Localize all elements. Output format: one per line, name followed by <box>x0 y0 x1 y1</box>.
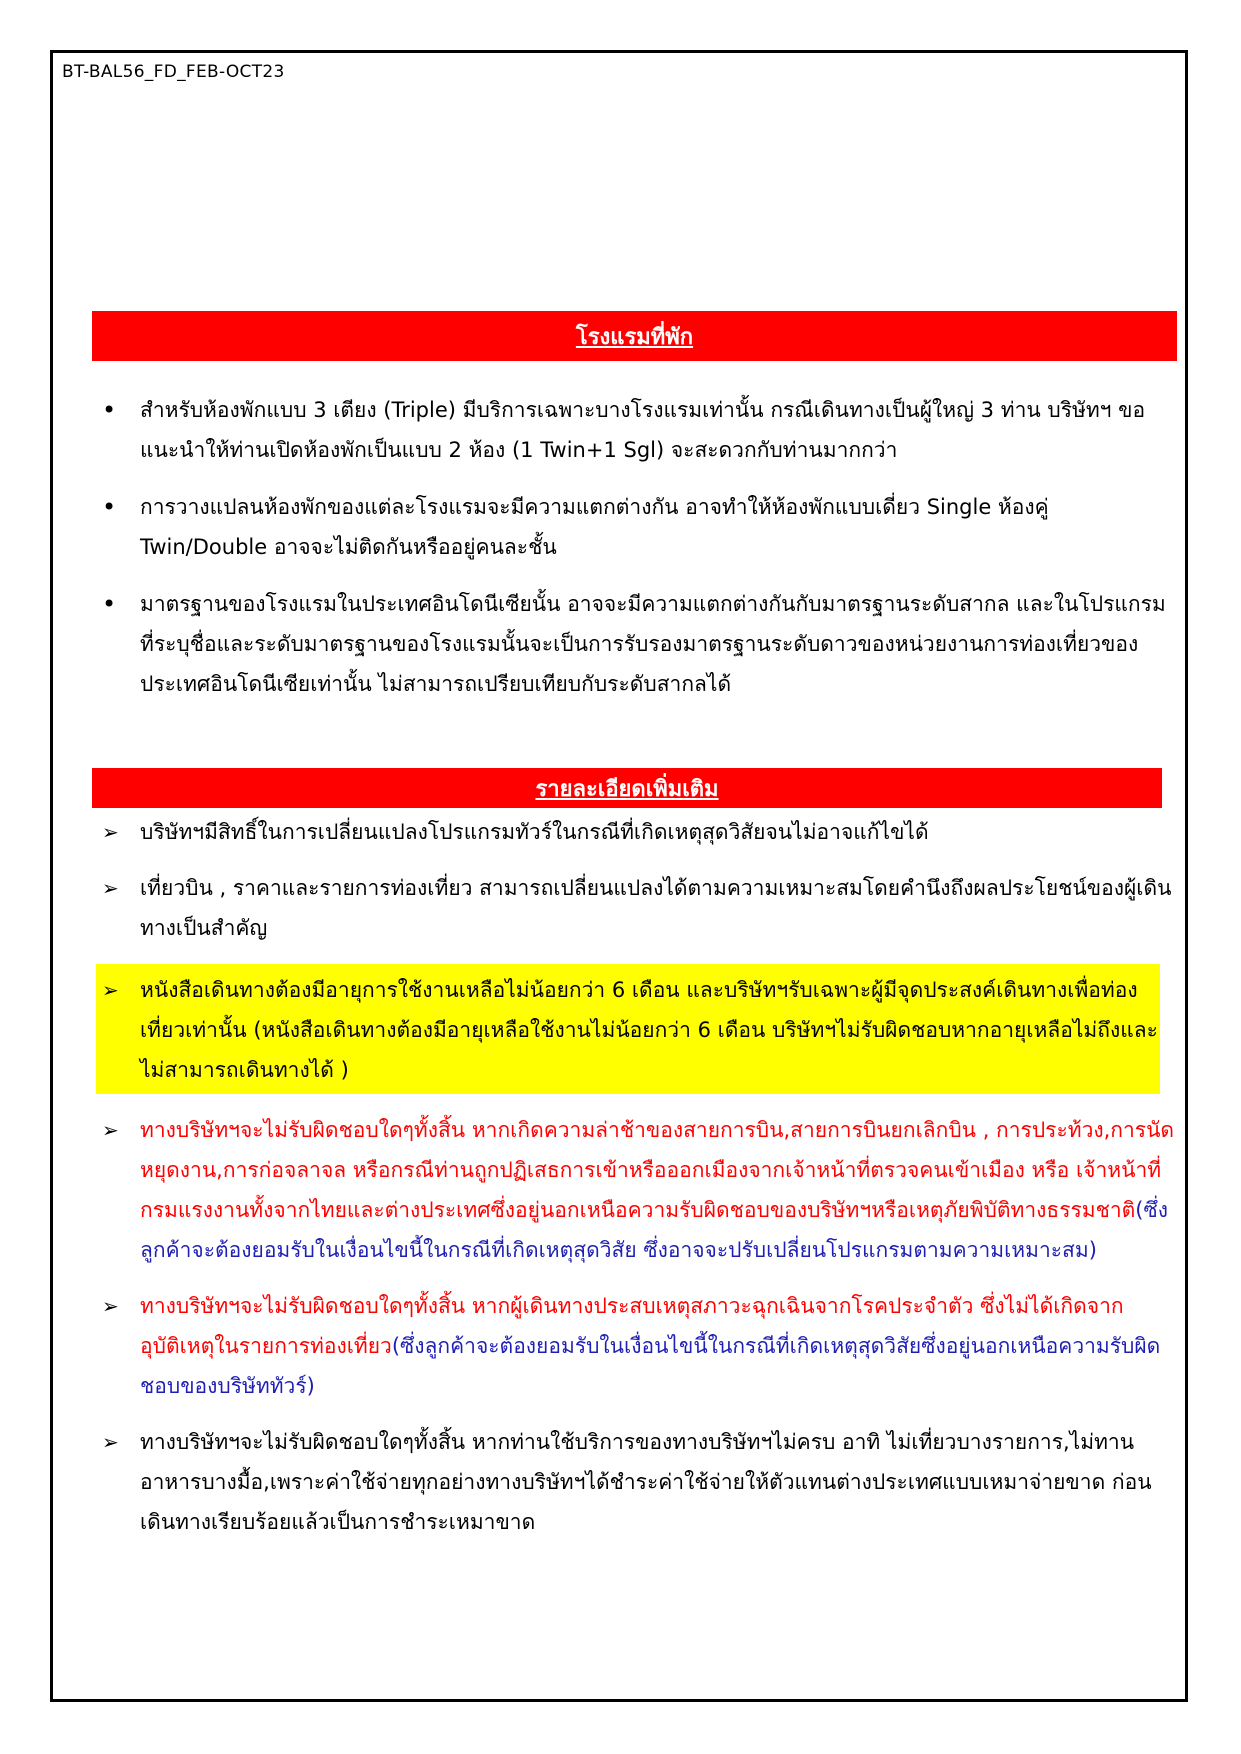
hotel-note-item: • การวางแปลนห้องพักของแต่ละโรงแรมจะมีความแตกต่างกัน อาจทำให้ห้องพักแบบเดี่ยว Single ห้องคู่ Twin/Double อาจจะไม่ติดกันหรืออยู่คนละชั้น <box>96 487 1176 567</box>
details-item-illness-disclaimer <box>96 1286 1176 1406</box>
hotel-section-header <box>92 311 1177 361</box>
passport-highlight-item: ➢ หนังสือเดินทางต้องมีอายุการใช้งานเหลือไม่น้อยกว่า 6 เดือน และบริษัทฯรับเฉพาะผู้มีจุดประสงค์เดินทางเพื่อท่องเที่ยวเท่านั้น (หนังสือเดินทางต้องมีอายุเหลือใช้งานไม่น้อยกว่า 6 เดือน บริษัทฯไม่รับผิดชอบหากอายุเหลือไม่ถึงและไม่สามารถเดินทางได้ ) <box>96 964 1160 1094</box>
details-item: ➢ ทางบริษัทฯจะไม่รับผิดชอบใดๆทั้งสิ้น หากท่านใช้บริการของทางบริษัทฯไม่ครบ อาทิ ไม่เที่ยวบางรายการ,ไม่ทานอาหารบางมื้อ,เพราะค่าใช้จ่ายทุกอย่างทางบริษัทฯได้ชำระค่าใช้จ่ายให้ตัวแทนต่างประเทศแบบเหมาจ่ายขาด ก่อนเดินทางเรียบร้อยแล้วเป็นการชำระเหมาขาด <box>96 1422 1176 1542</box>
warning-text: ทางบริษัทฯจะไม่รับผิดชอบใดๆทั้งสิ้น หากผู้เดินทางประสบเหตุสภาวะฉุกเฉินจากโรคประจำตัว ซึ่งไม่ได้เกิดจากอุบัติเหตุในรายการท่องเที่ยว <box>140 1294 1124 1358</box>
warning-text: ทางบริษัทฯจะไม่รับผิดชอบใดๆทั้งสิ้น หากเกิดความล่าช้าของสายการบิน,สายการบินยกเลิกบิน , การประท้วง,การนัดหยุดงาน,การก่อจลาจล หรือกรณีท่านถูกปฏิเสธการเข้าหรือออกเมืองจากเจ้าหน้าที่ตรวจคนเข้าเมือง หรือ เจ้าหน้าที่กรมแรงงานทั้งจากไทยและต่างประเทศซึ่งอยู่นอกเหนือความรับผิดชอบของบริษัทฯหรือเหตุภัยพิบัติทางธรรมชาติ <box>140 1118 1175 1222</box>
note-text: (ซึ่งลูกค้าจะต้องยอมรับในเงื่อนไขนี้ในกรณีที่เกิดเหตุสุดวิสัย ซึ่งอาจจะปรับเปลี่ยนโปรแกรมตามความเหมาะสม) <box>140 1198 1168 1262</box>
details-item-flight-disclaimer <box>96 1110 1176 1270</box>
hotel-section-title: โรงแรมที่พัก <box>575 324 694 350</box>
details-item: ➢ บริษัทฯมีสิทธิ์ในการเปลี่ยนแปลงโปรแกรมทัวร์ในกรณีที่เกิดเหตุสุดวิสัยจนไม่อาจแก้ไขได้ <box>96 812 1176 852</box>
document-code: BT-BAL56_FD_FEB-OCT23 <box>62 62 285 82</box>
details-section-title: รายละเอียดเพิ่มเติม <box>535 776 719 802</box>
hotel-notes-list <box>96 390 1176 721</box>
hotel-note-item: • สำหรับห้องพักแบบ 3 เตียง (Triple) มีบริการเฉพาะบางโรงแรมเท่านั้น กรณีเดินทางเป็นผู้ใหญ่ 3 ท่าน บริษัทฯ ขอแนะนำให้ท่านเปิดห้องพักเป็นแบบ 2 ห้อง (1 Twin+1 Sgl) จะสะดวกกับท่านมากกว่า <box>96 390 1176 470</box>
hotel-note-item: • มาตรฐานของโรงแรมในประเทศอินโดนีเซียนั้น อาจจะมีความแตกต่างกันกับมาตรฐานระดับสากล และในโปรแกรมที่ระบุชื่อและระดับมาตรฐานของโรงแรมนั้นจะเป็นการรับรองมาตรฐานระดับดาวของหน่วยงานการท่องเที่ยวของประเทศอินโดนีเซียเท่านั้น ไม่สามารถเปรียบเทียบกับระดับสากลได้ <box>96 584 1176 704</box>
note-text: (ซึ่งลูกค้าจะต้องยอมรับในเงื่อนไขนี้ในกรณีที่เกิดเหตุสุดวิสัยซึ่งอยู่นอกเหนือความรับผิดชอบของบริษัททัวร์) <box>140 1334 1161 1398</box>
details-item: ➢ เที่ยวบิน , ราคาและรายการท่องเที่ยว สามารถเปลี่ยนแปลงได้ตามความเหมาะสมโดยคำนึงถึงผลประโยชน์ของผู้เดินทางเป็นสำคัญ <box>96 868 1176 948</box>
details-section-header <box>92 768 1162 808</box>
details-list <box>96 812 1176 1558</box>
